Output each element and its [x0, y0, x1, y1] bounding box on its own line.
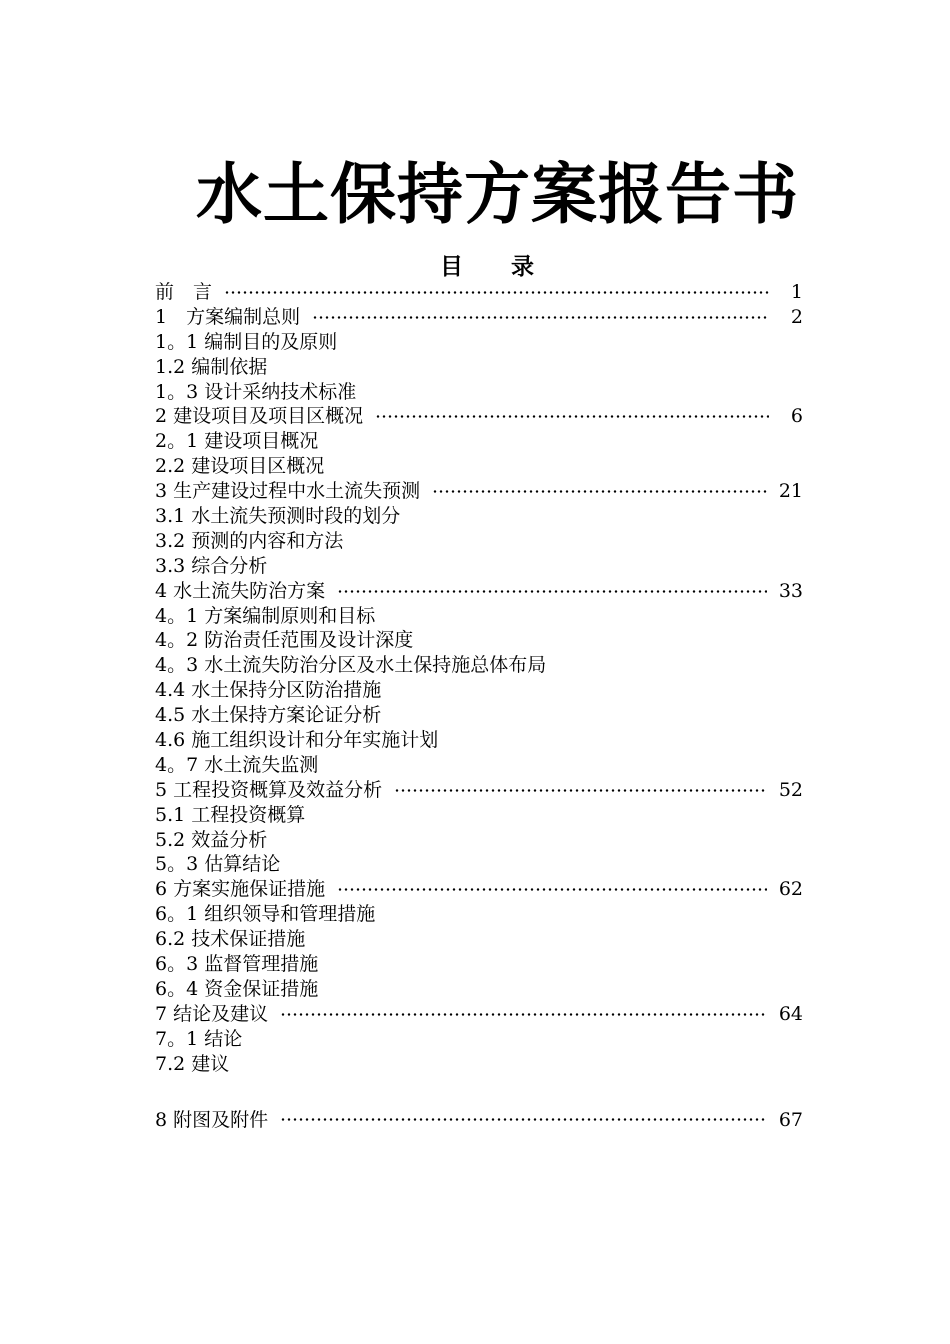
toc-entry [155, 877, 803, 902]
toc-entry-label: 1。3 设计采纳技术标准 [155, 380, 357, 403]
toc-entry-label: 3 生产建设过程中水土流失预测 [155, 480, 421, 503]
toc-entry [155, 1027, 803, 1052]
toc-entry [155, 355, 803, 380]
toc-entry [155, 678, 803, 703]
toc-entry [155, 1108, 803, 1133]
toc-entry [155, 902, 803, 927]
toc-entry-label: 2.2 建设项目区概况 [155, 455, 325, 478]
toc-entry-label: 7 结论及建议 [155, 1002, 269, 1025]
toc-entry [155, 429, 803, 454]
toc-entry [155, 404, 803, 429]
toc-entry-label: 4 水土流失防治方案 [155, 579, 326, 602]
toc-entry-label: 5 工程投资概算及效益分析 [155, 778, 383, 801]
toc-entry-label: 8 附图及附件 [155, 1108, 269, 1131]
toc-entry-label: 7.2 建议 [155, 1052, 230, 1075]
toc-entry [155, 504, 803, 529]
toc-entry-page: 1 [790, 281, 803, 303]
toc-entry-page: 52 [778, 778, 803, 801]
toc-entry-label: 1。1 编制目的及原则 [155, 330, 338, 353]
toc-entry-label: 4。7 水土流失监测 [155, 753, 319, 776]
toc-entry [155, 1052, 803, 1077]
toc-entry [155, 927, 803, 952]
toc-entry [155, 703, 803, 728]
toc-entry-label: 5.2 效益分析 [155, 828, 268, 851]
toc-entry-page: 62 [778, 878, 803, 901]
toc-entry [155, 380, 803, 405]
toc-entry-label: 6。3 监督管理措施 [155, 953, 319, 976]
toc-entry-label: 1.2 编制依据 [155, 355, 268, 378]
toc-dot-leader [224, 291, 769, 294]
toc-entry [155, 604, 803, 629]
toc-entry-label: 1 方案编制总则 [155, 305, 301, 328]
toc-entry [155, 753, 803, 778]
toc-entry-label: 3.2 预测的内容和方法 [155, 529, 344, 552]
toc-dot-leader [280, 1118, 767, 1121]
toc-entry-label: 3.3 综合分析 [155, 554, 268, 577]
toc-entry-label: 5.1 工程投资概算 [155, 803, 306, 826]
toc-dot-leader [337, 590, 767, 593]
toc-entry-label: 4.4 水土保持分区防治措施 [155, 679, 382, 702]
toc-entry [155, 977, 803, 1002]
toc-entry-page: 33 [778, 579, 803, 602]
toc-entry [155, 952, 803, 977]
toc-entry [155, 529, 803, 554]
toc-entry [155, 479, 803, 504]
toc-dot-leader [337, 888, 767, 891]
toc-entry-label: 4。1 方案编制原则和目标 [155, 604, 376, 627]
toc-dot-leader [375, 415, 769, 418]
toc-entry-page: 21 [778, 480, 803, 503]
toc-entry-label: 7。1 结论 [155, 1027, 243, 1050]
toc-entry-label: 2。1 建设项目概况 [155, 430, 319, 453]
toc-entry [155, 330, 803, 355]
toc-entry-label: 5。3 估算结论 [155, 853, 281, 876]
toc-entry-label: 3.1 水土流失预测时段的划分 [155, 505, 401, 528]
toc-entry [155, 628, 803, 653]
toc-entry-label: 6 方案实施保证措施 [155, 878, 326, 901]
toc-entry-label: 前 言 [155, 281, 213, 303]
toc-dot-leader [394, 789, 767, 792]
toc-entry-page: 67 [778, 1108, 803, 1131]
toc-entry-page: 2 [790, 305, 803, 328]
toc-entry [155, 554, 803, 579]
toc-entry [155, 653, 803, 678]
toc-dot-leader [280, 1013, 767, 1016]
toc-entry [155, 1002, 803, 1027]
toc-entry-label: 4.6 施工组织设计和分年实施计划 [155, 729, 439, 752]
toc-entry-label: 6。4 资金保证措施 [155, 977, 319, 1000]
toc-entry [155, 305, 803, 330]
toc-entry [155, 852, 803, 877]
toc-entry-label: 4。3 水土流失防治分区及水土保持施总体布局 [155, 654, 547, 677]
toc-dot-leader [312, 316, 769, 319]
toc-entry [155, 828, 803, 853]
toc-entry-label: 6。1 组织领导和管理措施 [155, 903, 376, 926]
toc-entry [155, 803, 803, 828]
toc-entry [155, 280, 803, 305]
toc-entry-label: 2 建设项目及项目区概况 [155, 405, 364, 428]
toc-entry [155, 579, 803, 604]
table-of-contents [155, 280, 803, 1132]
toc-entry-label: 4.5 水土保持方案论证分析 [155, 704, 382, 727]
toc-entry-label: 6.2 技术保证措施 [155, 928, 306, 951]
toc-entry-page: 64 [778, 1002, 803, 1025]
toc-entry [155, 454, 803, 479]
document-title: 水土保持方案报告书 [196, 156, 799, 233]
toc-dot-leader [432, 490, 767, 493]
toc-entry [155, 778, 803, 803]
toc-entry-label: 4。2 防治责任范围及设计深度 [155, 629, 414, 652]
toc-entry-page: 6 [790, 405, 803, 428]
toc-entry [155, 728, 803, 753]
toc-heading: 目录 [440, 253, 582, 280]
